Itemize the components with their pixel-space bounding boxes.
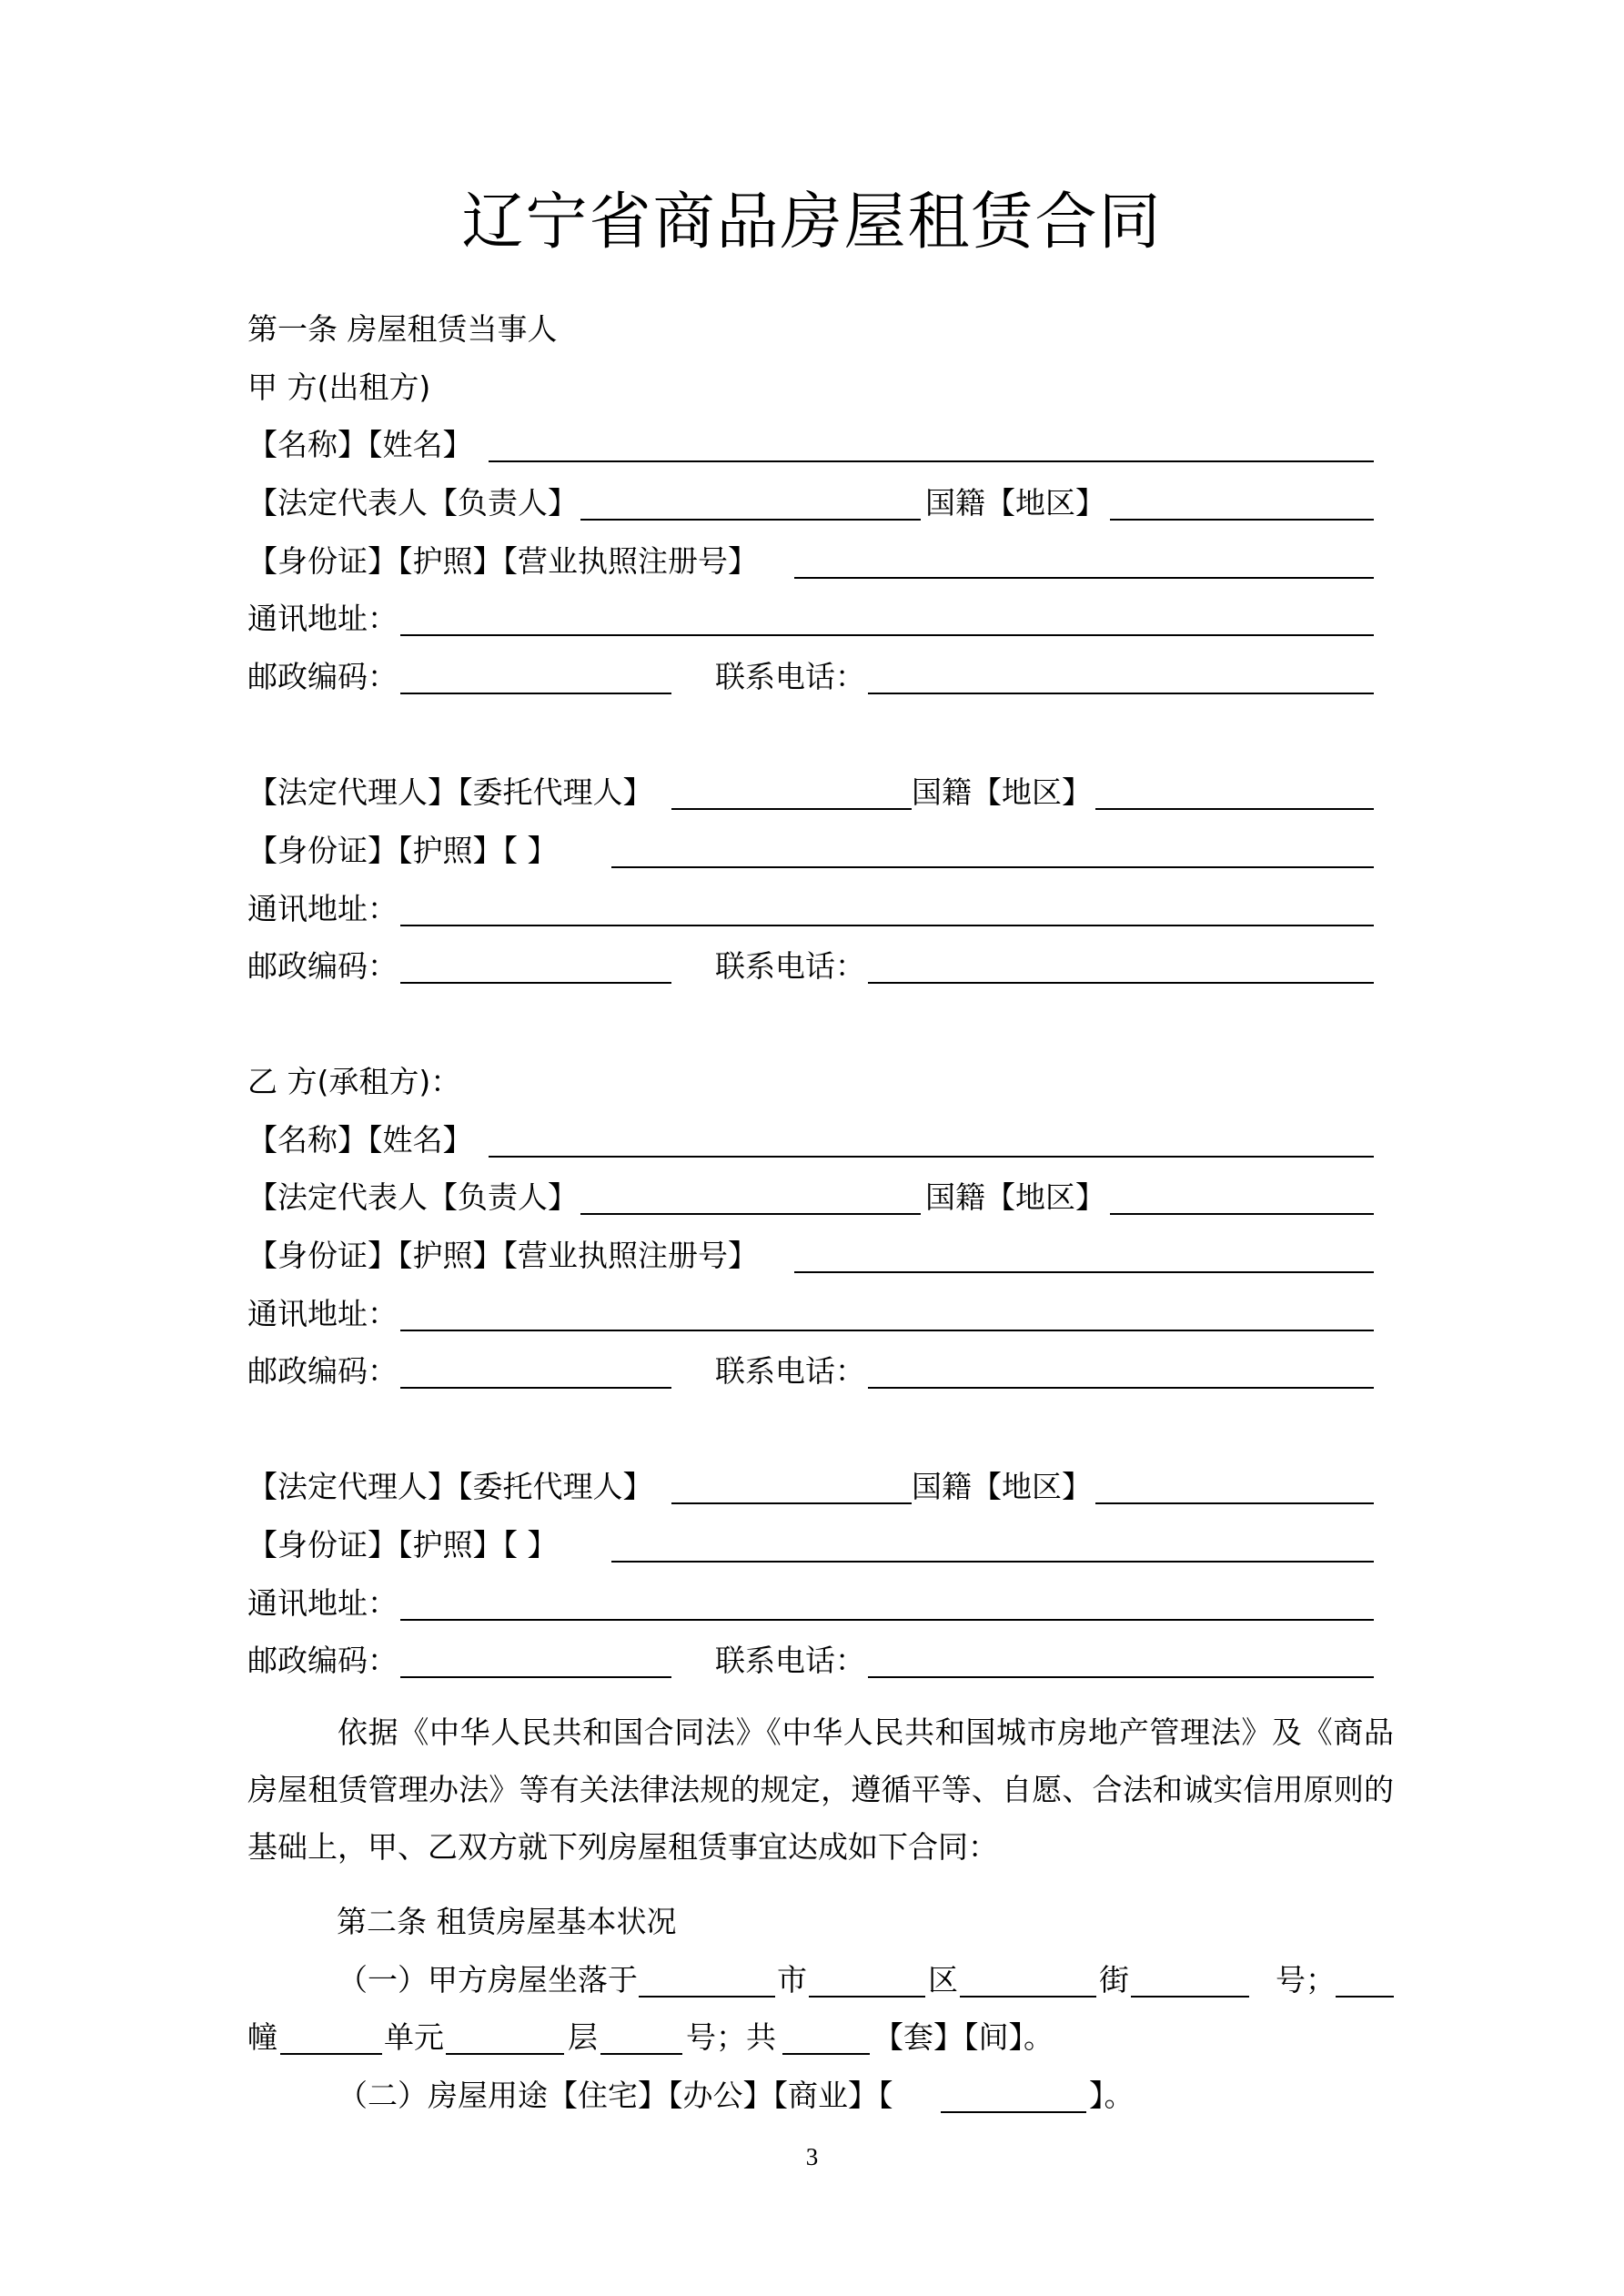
item1-city-label: 市: [777, 1962, 807, 1998]
party-b-phone-label: 联系电话：: [715, 1353, 865, 1389]
party-a-rep-row: [247, 477, 1374, 530]
room-field[interactable]: [600, 2053, 682, 2055]
district-field[interactable]: [809, 1996, 925, 1998]
party-a-heading: 甲 方(出租方): [247, 369, 431, 405]
party-b-agent-nationality-field[interactable]: [1095, 1502, 1374, 1504]
party-a-contact-row: [247, 651, 1374, 703]
party-b-agent-id-label: 【身份证】【护照】【 】: [247, 1527, 558, 1563]
party-b-nationality-label: 国籍【地区】: [925, 1179, 1105, 1215]
party-b-nationality-field[interactable]: [1110, 1213, 1374, 1215]
party-a-rep-label: 【法定代表人【负责人】: [247, 485, 578, 521]
party-b-agent-address-row: [247, 1577, 1374, 1630]
party-a-nationality-field[interactable]: [1110, 519, 1374, 521]
party-a-rep-field[interactable]: [580, 519, 921, 521]
suite-count-field[interactable]: [782, 2053, 870, 2055]
party-b-agent-label: 【法定代理人】【委托代理人】: [247, 1469, 653, 1504]
party-a-agent-nationality-field[interactable]: [1095, 808, 1374, 810]
party-a-agent-phone-label: 联系电话：: [715, 948, 865, 984]
article2-item1-row1: [247, 1954, 1374, 2007]
party-a-agent-nationality-label: 国籍【地区】: [912, 774, 1092, 810]
party-b-postcode-field[interactable]: [400, 1387, 671, 1389]
item1-prefix: （一）甲方房屋坐落于: [338, 1962, 638, 1998]
party-b-name-row: [247, 1114, 1374, 1167]
party-a-agent-field[interactable]: [671, 808, 912, 810]
party-a-agent-id-label: 【身份证】【护照】【 】: [247, 833, 558, 868]
party-a-agent-address-label: 通讯地址：: [247, 891, 398, 926]
party-a-nationality-label: 国籍【地区】: [925, 485, 1105, 521]
party-b-agent-postcode-field[interactable]: [400, 1676, 671, 1678]
party-b-contact-row: [247, 1345, 1374, 1398]
party-b-agent-postcode-label: 邮政编码：: [247, 1643, 398, 1678]
party-b-rep-label: 【法定代表人【负责人】: [247, 1179, 578, 1215]
party-b-id-label: 【身份证】【护照】【营业执照注册号】: [247, 1238, 758, 1273]
item1-unit-label: 单元: [384, 2019, 444, 2055]
party-b-name-field[interactable]: [489, 1156, 1374, 1158]
party-a-phone-label: 联系电话：: [715, 659, 865, 694]
item2-prefix: （二）房屋用途【住宅】【办公】【商业】【: [338, 2078, 893, 2113]
party-b-agent-address-label: 通讯地址：: [247, 1585, 398, 1621]
party-b-rep-field[interactable]: [580, 1213, 921, 1215]
item1-street-label: 街: [1099, 1962, 1129, 1998]
party-b-address-field[interactable]: [400, 1330, 1374, 1331]
party-b-agent-id-field[interactable]: [611, 1561, 1374, 1563]
party-b-agent-nationality-label: 国籍【地区】: [912, 1469, 1092, 1504]
party-a-name-row: [247, 419, 1374, 471]
party-b-agent-phone-label: 联系电话：: [715, 1643, 865, 1678]
item1-room-label: 号；共: [686, 2019, 776, 2055]
article1-heading: 第一条 房屋租赁当事人: [247, 311, 558, 347]
party-b-agent-contact-row: [247, 1634, 1374, 1687]
floor-field[interactable]: [446, 2053, 564, 2055]
article2-heading: 第二条 租赁房屋基本状况: [337, 1904, 677, 1939]
party-a-agent-label: 【法定代理人】【委托代理人】: [247, 774, 653, 810]
page-number: 3: [805, 2143, 819, 2170]
party-a-postcode-label: 邮政编码：: [247, 659, 398, 694]
party-b-id-field[interactable]: [794, 1271, 1374, 1273]
unit-field[interactable]: [280, 2053, 382, 2055]
party-a-address-row: [247, 592, 1374, 645]
party-a-agent-postcode-field[interactable]: [400, 982, 671, 984]
party-b-agent-field[interactable]: [671, 1502, 912, 1504]
item1-number-label: 号；: [1276, 1962, 1336, 1998]
item1-suite-label: 【套】【间】。: [873, 2019, 1054, 2055]
party-a-agent-address-field[interactable]: [400, 925, 1374, 926]
party-b-rep-row: [247, 1171, 1374, 1224]
party-a-name-label: 【名称】【姓名】: [247, 427, 473, 462]
party-b-address-label: 通讯地址：: [247, 1296, 398, 1331]
party-a-postcode-field[interactable]: [400, 693, 671, 694]
party-b-address-row: [247, 1288, 1374, 1340]
street-field[interactable]: [960, 1996, 1096, 1998]
party-b-agent-row: [247, 1461, 1374, 1513]
document-title: 辽宁省商品房屋租赁合同: [461, 187, 1163, 258]
party-a-phone-field[interactable]: [868, 693, 1374, 694]
party-b-name-label: 【名称】【姓名】: [247, 1122, 473, 1158]
article2-item2-row: [247, 2069, 1374, 2122]
building-field-start[interactable]: [1336, 1996, 1394, 1998]
party-a-id-field[interactable]: [794, 577, 1374, 579]
item1-floor-label: 层: [568, 2019, 598, 2055]
item2-suffix: 】。: [1089, 2078, 1135, 2113]
usage-other-field[interactable]: [941, 2111, 1086, 2113]
item1-district-label: 区: [928, 1962, 958, 1998]
item1-building-label: 幢: [247, 2019, 277, 2055]
city-field[interactable]: [639, 1996, 775, 1998]
party-a-agent-row: [247, 766, 1374, 819]
party-b-agent-address-field[interactable]: [400, 1619, 1374, 1621]
preamble-paragraph: 依据《中华人民共和国合同法》《中华人民共和国城市房地产管理法》及《商品房屋租赁管理办法》等有关法律法规的规定，遵循平等、自愿、合法和诚实信用原则的基础上，甲、乙双方就下列房屋租赁事宜达成如下合同：: [247, 1714, 1394, 1865]
article2-item1-row2: [247, 2011, 1374, 2064]
party-a-agent-address-row: [247, 883, 1374, 936]
party-a-address-label: 通讯地址：: [247, 601, 398, 636]
party-a-name-field[interactable]: [489, 460, 1374, 462]
party-a-agent-contact-row: [247, 940, 1374, 993]
party-a-id-label: 【身份证】【护照】【营业执照注册号】: [247, 543, 758, 579]
party-b-agent-phone-field[interactable]: [868, 1676, 1374, 1678]
party-a-agent-phone-field[interactable]: [868, 982, 1374, 984]
party-a-id-row: [247, 535, 1374, 588]
party-a-address-field[interactable]: [400, 634, 1374, 636]
party-a-agent-id-row: [247, 824, 1374, 877]
party-a-agent-postcode-label: 邮政编码：: [247, 948, 398, 984]
party-b-postcode-label: 邮政编码：: [247, 1353, 398, 1389]
party-b-id-row: [247, 1229, 1374, 1282]
party-b-phone-field[interactable]: [868, 1387, 1374, 1389]
party-a-agent-id-field[interactable]: [611, 866, 1374, 868]
number-field[interactable]: [1131, 1996, 1249, 1998]
party-b-heading: 乙 方(承租方)：: [247, 1064, 461, 1099]
party-b-agent-id-row: [247, 1519, 1374, 1572]
